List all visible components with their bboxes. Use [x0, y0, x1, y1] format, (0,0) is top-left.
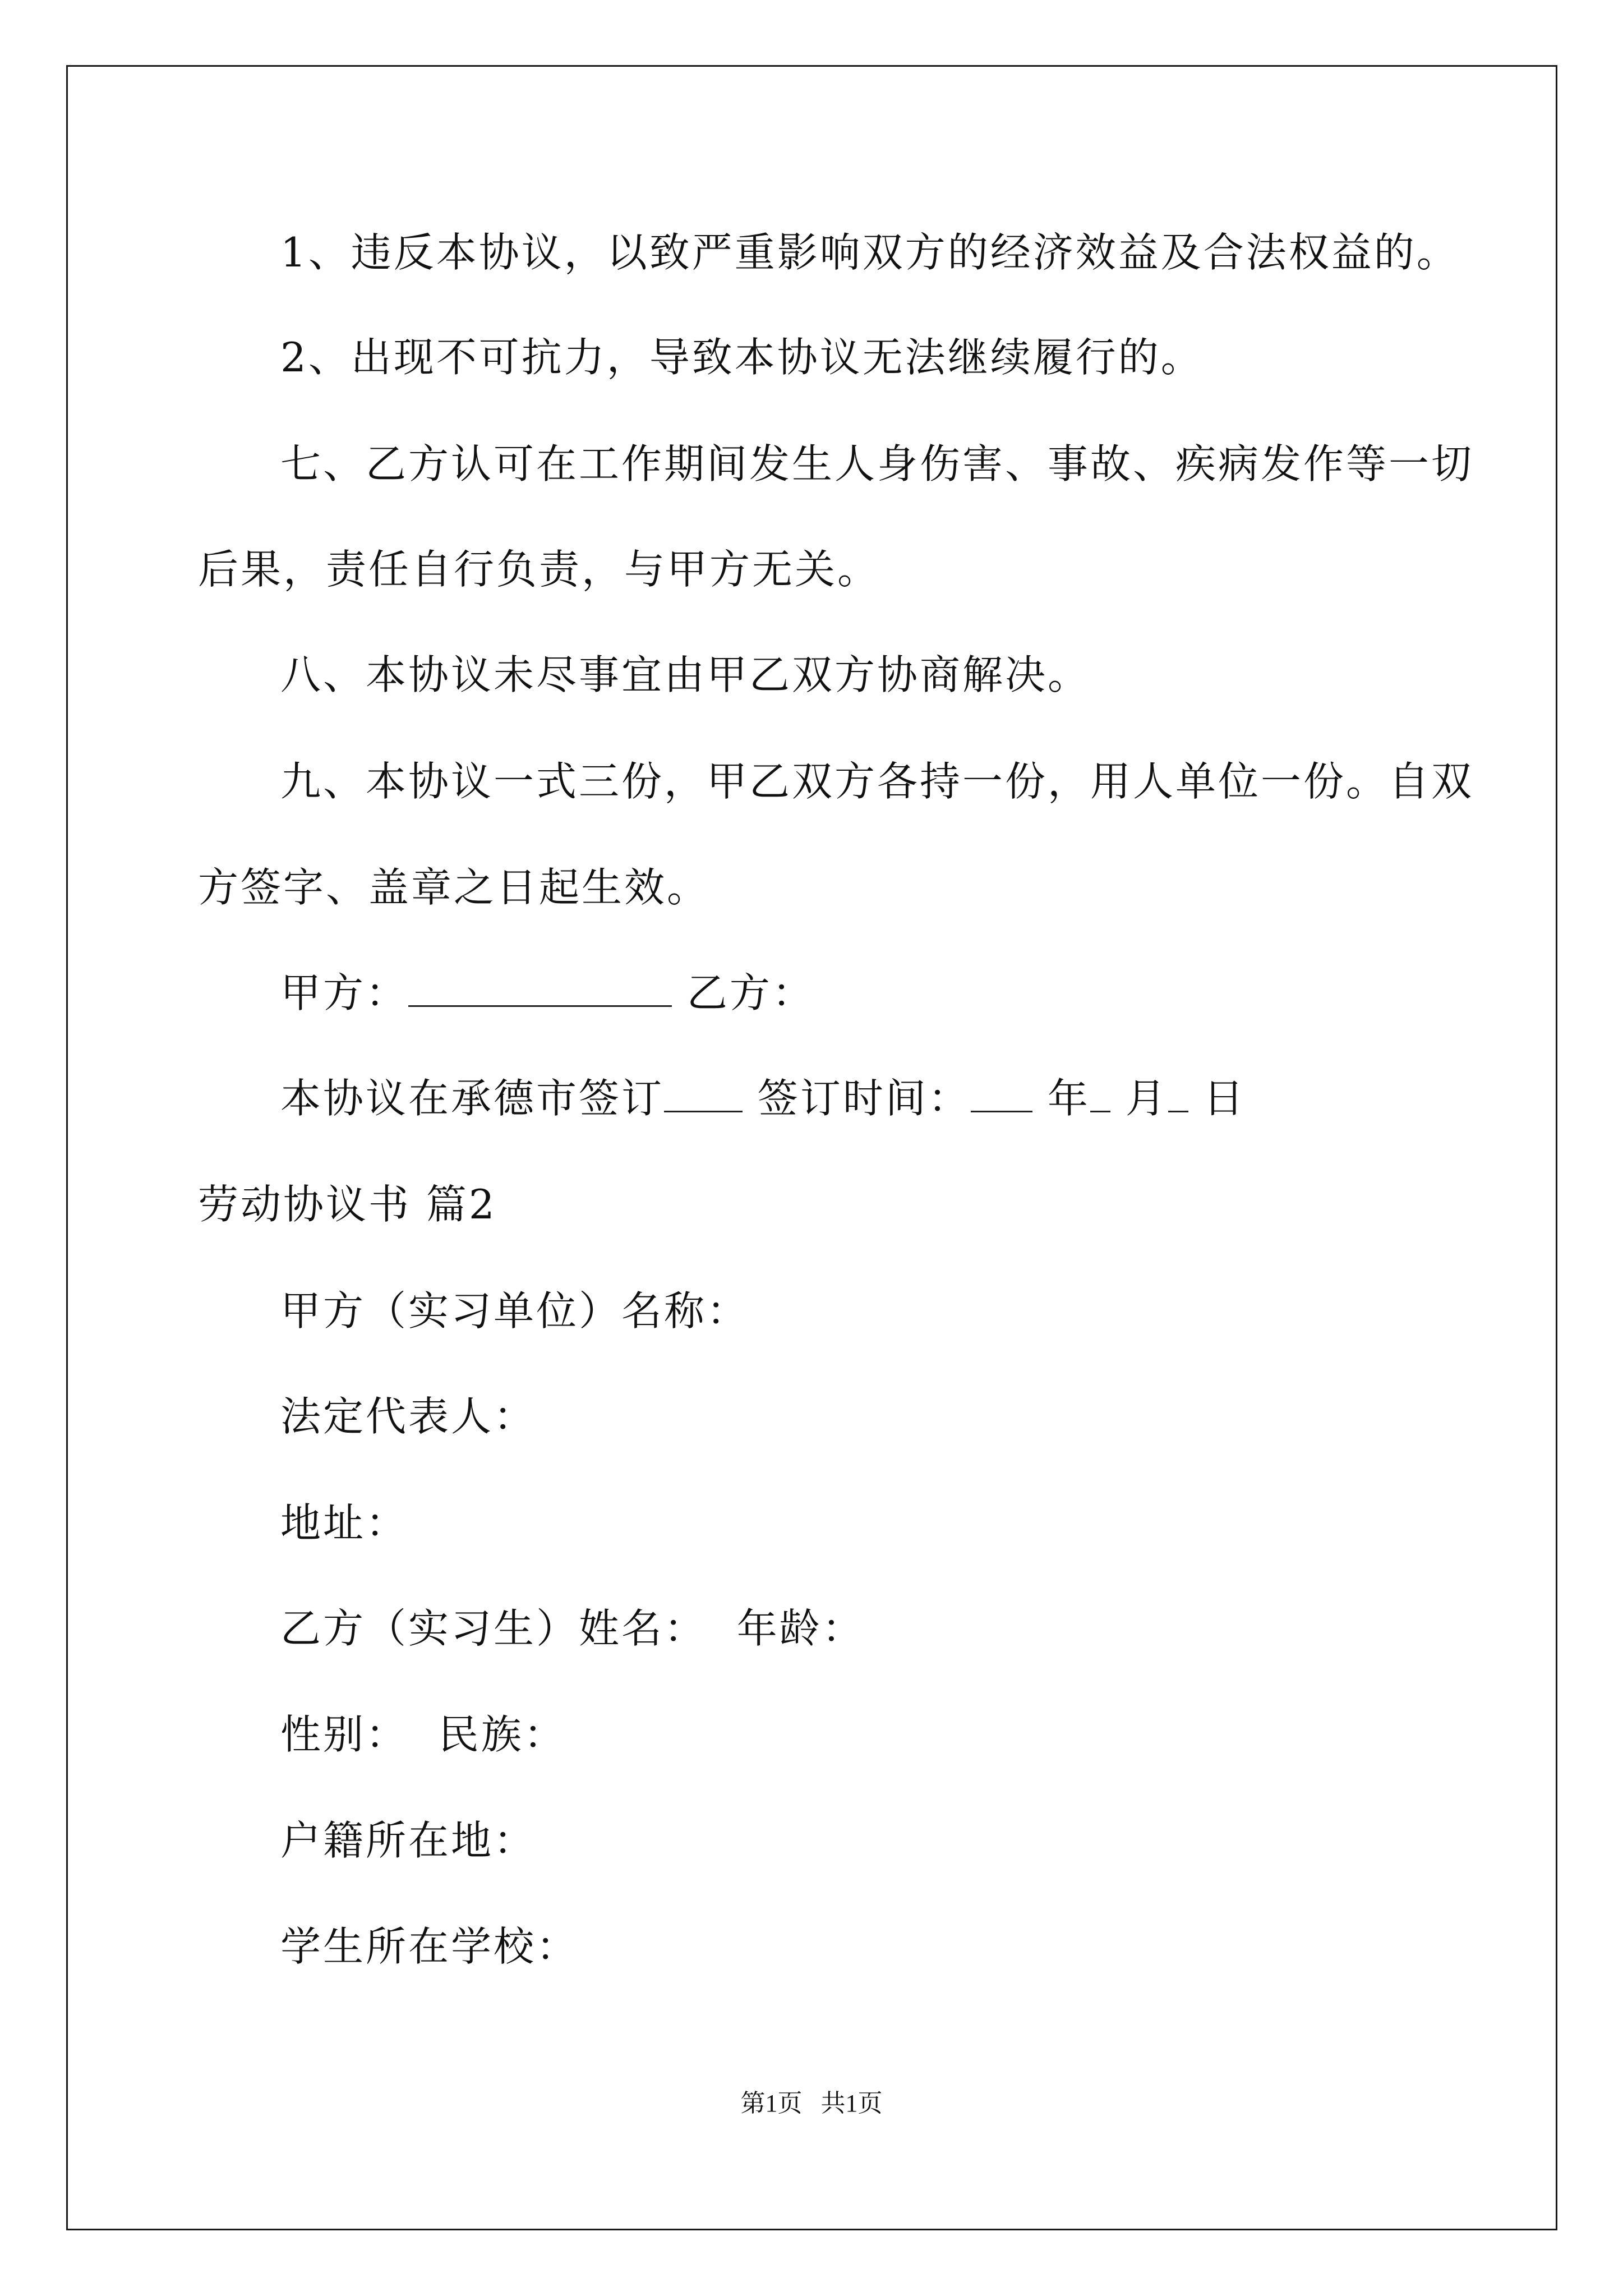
- signature-line: [280, 968, 815, 1018]
- field-student-school: 学生所在学校：: [280, 1923, 579, 1970]
- party-b-label: 乙方：: [686, 969, 815, 1016]
- year-label: 年: [1047, 1075, 1090, 1122]
- party-a-blank: [408, 970, 672, 1007]
- field-party-a-name: 甲方（实习单位）名称：: [280, 1287, 750, 1335]
- field-intern-name-age: 乙方（实习生）姓名： 年龄：: [280, 1605, 865, 1652]
- field-legal-rep: 法定代表人：: [280, 1393, 537, 1440]
- signing-place-text: 本协议在承德市签订: [280, 1075, 665, 1122]
- page-border: [66, 65, 1557, 2230]
- field-gender-ethnicity: 性别： 民族：: [280, 1711, 566, 1758]
- clause-7-line-2: 后果，责任自行负责，与甲方无关。: [198, 546, 880, 593]
- clause-9-line-2: 方签字、盖章之日起生效。: [198, 864, 710, 911]
- signing-time-label: 签订时间：: [757, 1075, 971, 1122]
- month-label: 月: [1125, 1075, 1168, 1122]
- field-household-registration: 户籍所在地：: [280, 1817, 537, 1864]
- party-a-label: 甲方：: [280, 969, 409, 1016]
- clause-8: 八、本协议未尽事宜由甲乙双方协商解决。: [280, 651, 1091, 698]
- clause-9-line-1: 九、本协议一式三份，甲乙双方各持一份，用人单位一份。自双: [280, 758, 1474, 805]
- page-footer: 第1页 共1页: [740, 2090, 883, 2117]
- day-blank: [1168, 1076, 1188, 1112]
- field-address: 地址：: [280, 1499, 409, 1547]
- clause-line-2: 2、出现不可抗力，导致本协议无法继续履行的。: [280, 334, 1204, 381]
- section-2-heading: 劳动协议书 篇2: [198, 1181, 497, 1228]
- clause-7-line-1: 七、乙方认可在工作期间发生人身伤害、事故、疾病发作等一切: [280, 440, 1474, 487]
- day-label: 日: [1203, 1075, 1246, 1122]
- year-blank: [971, 1076, 1032, 1112]
- month-blank: [1090, 1076, 1110, 1112]
- clause-line-1: 1、违反本协议，以致严重影响双方的经济效益及合法权益的。: [280, 229, 1459, 276]
- place-blank: [664, 1076, 743, 1112]
- signing-line: [280, 1073, 1246, 1124]
